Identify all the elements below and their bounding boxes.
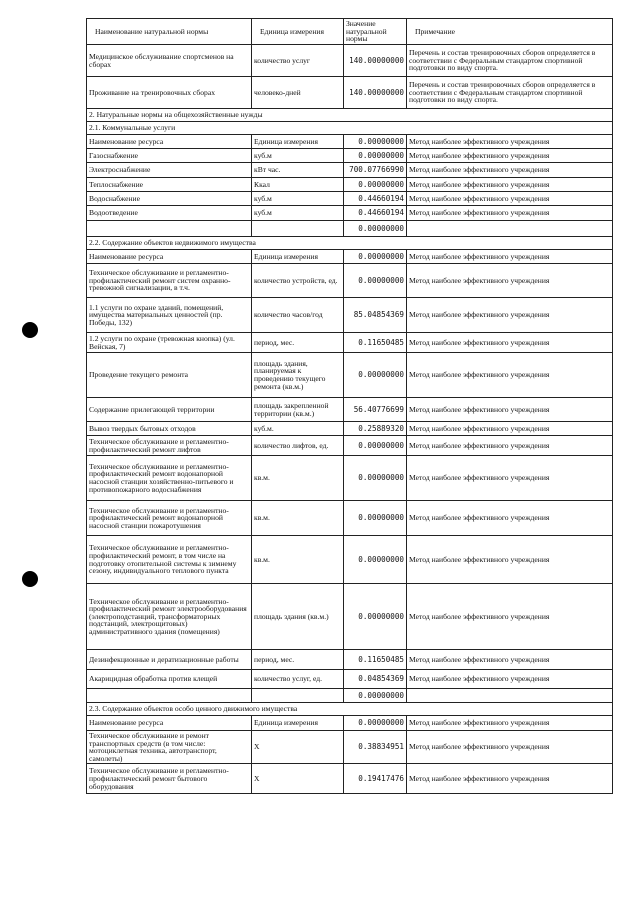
row-value-cell: 0.19417476 [344, 764, 407, 794]
table-row [87, 536, 613, 584]
table-row [87, 398, 613, 422]
table-row [87, 689, 613, 703]
table-row [87, 764, 613, 794]
row-note-cell: Метод наиболее эффективного учреждения [407, 264, 613, 298]
row-note-cell [407, 689, 613, 703]
table-header-row [87, 19, 613, 45]
section-title: 2.3. Содержание объектов особо ценного движимого имущества [87, 703, 613, 716]
row-unit-cell: количество услуг, ед. [252, 670, 344, 689]
row-name-cell: Медицинское обслуживание спортсменов на сборах [87, 45, 252, 77]
table-row [87, 731, 613, 764]
row-unit-cell: количество услуг [252, 45, 344, 77]
row-name-cell: 1.2 услуги по охране (тревожная кнопка) (ул. Вейская, 7) [87, 333, 252, 353]
row-name-cell: Проведение текущего ремонта [87, 353, 252, 398]
row-unit-cell: куб.м [252, 149, 344, 163]
row-note-cell: Перечень и состав тренировочных сборов определяется в соответствии с Федеральным стандартом спортивной подготовки по виду спорта. [407, 45, 613, 77]
table-row [87, 178, 613, 192]
row-unit-cell: кв.м. [252, 501, 344, 536]
row-name-cell: Техническое обслуживание и регламентно-профилактический ремонт систем охранно-тревожной сигнализации, в т.ч. [87, 264, 252, 298]
row-name-cell: Техническое обслуживание и регламентно-профилактический ремонт лифтов [87, 436, 252, 456]
punch-hole [22, 322, 38, 338]
row-note-cell: Метод наиболее эффективного учреждения [407, 398, 613, 422]
row-unit-cell: куб.м [252, 206, 344, 221]
row-name-cell: Содержание прилегающей территории [87, 398, 252, 422]
table-row [87, 163, 613, 178]
row-name-cell: Проживание на тренировочных сборах [87, 77, 252, 109]
row-unit-cell: площадь здания, планируемая к проведению текущего ремонта (кв.м.) [252, 353, 344, 398]
table-row [87, 422, 613, 436]
row-note-cell: Метод наиболее эффективного учреждения [407, 456, 613, 501]
row-note-cell: Метод наиболее эффективного учреждения [407, 206, 613, 221]
row-value-cell: 0.44660194 [344, 192, 407, 206]
row-note-cell: Метод наиболее эффективного учреждения [407, 135, 613, 149]
section-row [87, 122, 613, 135]
row-note-cell: Метод наиболее эффективного учреждения [407, 501, 613, 536]
row-name-cell: Водоснабжение [87, 192, 252, 206]
row-note-cell: Метод наиболее эффективного учреждения [407, 250, 613, 264]
row-unit-cell: X [252, 764, 344, 794]
row-name-cell [87, 689, 252, 703]
table-row [87, 333, 613, 353]
row-note-cell: Метод наиболее эффективного учреждения [407, 650, 613, 670]
table-row [87, 45, 613, 77]
row-note-cell: Метод наиболее эффективного учреждения [407, 298, 613, 333]
row-unit-cell: кв.м. [252, 456, 344, 501]
row-note-cell: Перечень и состав тренировочных сборов определяется в соответствии с Федеральным стандартом спортивной подготовки по виду спорта. [407, 77, 613, 109]
row-unit-cell: количество лифтов, ед. [252, 436, 344, 456]
table-row [87, 716, 613, 731]
row-value-cell: 140.00000000 [344, 45, 407, 77]
row-value-cell: 700.07766990 [344, 163, 407, 178]
row-note-cell: Метод наиболее эффективного учреждения [407, 149, 613, 163]
row-value-cell: 0.11650485 [344, 333, 407, 353]
row-unit-cell: период, мес. [252, 333, 344, 353]
row-note-cell: Метод наиболее эффективного учреждения [407, 353, 613, 398]
row-name-cell: Электроснабжение [87, 163, 252, 178]
table-row [87, 298, 613, 333]
row-unit-cell: период, мес. [252, 650, 344, 670]
table-row [87, 670, 613, 689]
norms-table-body [87, 19, 613, 794]
row-name-cell [87, 221, 252, 237]
row-value-cell: 0.38834951 [344, 731, 407, 764]
row-name-cell: Техническое обслуживание и ремонт транспортных средств (в том числе: мотоциклетная техника, автотранспорт, самолеты) [87, 731, 252, 764]
row-value-cell: 0.00000000 [344, 135, 407, 149]
row-value-cell: 0.00000000 [344, 353, 407, 398]
row-unit-cell: кв.м. [252, 536, 344, 584]
row-name-cell: Акарицидная обработка против клещей [87, 670, 252, 689]
row-unit-cell: площадь закрепленной территории (кв.м.) [252, 398, 344, 422]
row-value-cell: 0.00000000 [344, 536, 407, 584]
row-value-cell: 0.25889320 [344, 422, 407, 436]
section-title: 2.2. Содержание объектов недвижимого имущества [87, 237, 613, 250]
row-note-cell: Метод наиболее эффективного учреждения [407, 178, 613, 192]
row-unit-cell: количество часов/год [252, 298, 344, 333]
table-row [87, 77, 613, 109]
row-unit-cell: человеко-дней [252, 77, 344, 109]
row-value-cell: 0.04854369 [344, 670, 407, 689]
row-note-cell: Метод наиболее эффективного учреждения [407, 731, 613, 764]
table-row [87, 650, 613, 670]
row-unit-cell: Ккал [252, 178, 344, 192]
row-unit-cell: количество устройств, ед. [252, 264, 344, 298]
row-unit-cell: площадь здания (кв.м.) [252, 584, 344, 650]
row-name-cell: 1.1 услуги по охране зданий, помещений, имущества материальных ценностей (пр. Победы, 132) [87, 298, 252, 333]
row-value-cell: 0.00000000 [344, 264, 407, 298]
row-unit-cell: Единица измерения [252, 250, 344, 264]
table-row [87, 501, 613, 536]
row-unit-cell: куб.м. [252, 422, 344, 436]
row-name-cell: Наименование ресурса [87, 135, 252, 149]
row-value-cell: 0.00000000 [344, 221, 407, 237]
table-row [87, 436, 613, 456]
row-name-cell: Теплоснабжение [87, 178, 252, 192]
row-value-cell: 0.11650485 [344, 650, 407, 670]
section-row [87, 237, 613, 250]
row-name-cell: Техническое обслуживание и регламентно-профилактический ремонт, в том числе на подготовку отопительной системы к зимнему сезону, индивидуального теплового пункта [87, 536, 252, 584]
row-unit-cell: Единица измерения [252, 135, 344, 149]
row-value-cell: 0.00000000 [344, 149, 407, 163]
header-note: Примечание [407, 19, 613, 45]
punch-hole [22, 571, 38, 587]
row-unit-cell: X [252, 731, 344, 764]
row-unit-cell: кВт час. [252, 163, 344, 178]
row-name-cell: Техническое обслуживание и регламентно-профилактический ремонт водонапорной насосной станции хозяйственно-питьевого и противопожарного водоснабжения [87, 456, 252, 501]
row-name-cell: Водоотведение [87, 206, 252, 221]
table-row [87, 149, 613, 163]
row-value-cell: 0.00000000 [344, 716, 407, 731]
row-unit-cell [252, 689, 344, 703]
table-row [87, 353, 613, 398]
table-row [87, 250, 613, 264]
row-note-cell: Метод наиболее эффективного учреждения [407, 192, 613, 206]
row-note-cell: Метод наиболее эффективного учреждения [407, 584, 613, 650]
table-row [87, 221, 613, 237]
row-unit-cell [252, 221, 344, 237]
header-name: Наименование натуральной нормы [87, 19, 252, 45]
table-row [87, 584, 613, 650]
row-value-cell: 0.00000000 [344, 250, 407, 264]
row-value-cell: 0.00000000 [344, 436, 407, 456]
row-unit-cell: Единица измерения [252, 716, 344, 731]
row-note-cell: Метод наиболее эффективного учреждения [407, 716, 613, 731]
section-row [87, 703, 613, 716]
header-value: Значение натуральной нормы [344, 19, 407, 45]
row-value-cell: 0.00000000 [344, 501, 407, 536]
row-value-cell: 0.00000000 [344, 456, 407, 501]
section-row [87, 109, 613, 122]
row-name-cell: Наименование ресурса [87, 716, 252, 731]
row-name-cell: Газоснабжение [87, 149, 252, 163]
row-note-cell: Метод наиболее эффективного учреждения [407, 764, 613, 794]
row-note-cell: Метод наиболее эффективного учреждения [407, 536, 613, 584]
table-row [87, 192, 613, 206]
table-row [87, 456, 613, 501]
row-name-cell: Дезинфекционные и дератизационные работы [87, 650, 252, 670]
row-note-cell: Метод наиболее эффективного учреждения [407, 670, 613, 689]
row-unit-cell: куб.м [252, 192, 344, 206]
row-note-cell: Метод наиболее эффективного учреждения [407, 436, 613, 456]
row-name-cell: Наименование ресурса [87, 250, 252, 264]
row-note-cell: Метод наиболее эффективного учреждения [407, 422, 613, 436]
row-note-cell [407, 221, 613, 237]
header-unit: Единица измерения [252, 19, 344, 45]
section-title: 2.1. Коммунальные услуги [87, 122, 613, 135]
row-value-cell: 0.00000000 [344, 178, 407, 192]
row-note-cell: Метод наиболее эффективного учреждения [407, 163, 613, 178]
row-value-cell: 56.40776699 [344, 398, 407, 422]
norms-table [86, 18, 613, 794]
row-value-cell: 0.00000000 [344, 689, 407, 703]
row-name-cell: Вывоз твердых бытовых отходов [87, 422, 252, 436]
section-title: 2. Натуральные нормы на общехозяйственные нужды [87, 109, 613, 122]
row-name-cell: Техническое обслуживание и регламентно-профилактический ремонт водонапорной насосной станции пожаротушения [87, 501, 252, 536]
row-value-cell: 140.00000000 [344, 77, 407, 109]
row-value-cell: 0.00000000 [344, 584, 407, 650]
table-row [87, 264, 613, 298]
row-value-cell: 85.04854369 [344, 298, 407, 333]
table-row [87, 135, 613, 149]
row-value-cell: 0.44660194 [344, 206, 407, 221]
row-note-cell: Метод наиболее эффективного учреждения [407, 333, 613, 353]
row-name-cell: Техническое обслуживание и регламентно-профилактический ремонт электрооборудования (электроподстанций, трансформаторных подстанций, электрощитовых) административного здания (помещения) [87, 584, 252, 650]
row-name-cell: Техническое обслуживание и регламентно-профилактический ремонт бытового оборудования [87, 764, 252, 794]
table-row [87, 206, 613, 221]
